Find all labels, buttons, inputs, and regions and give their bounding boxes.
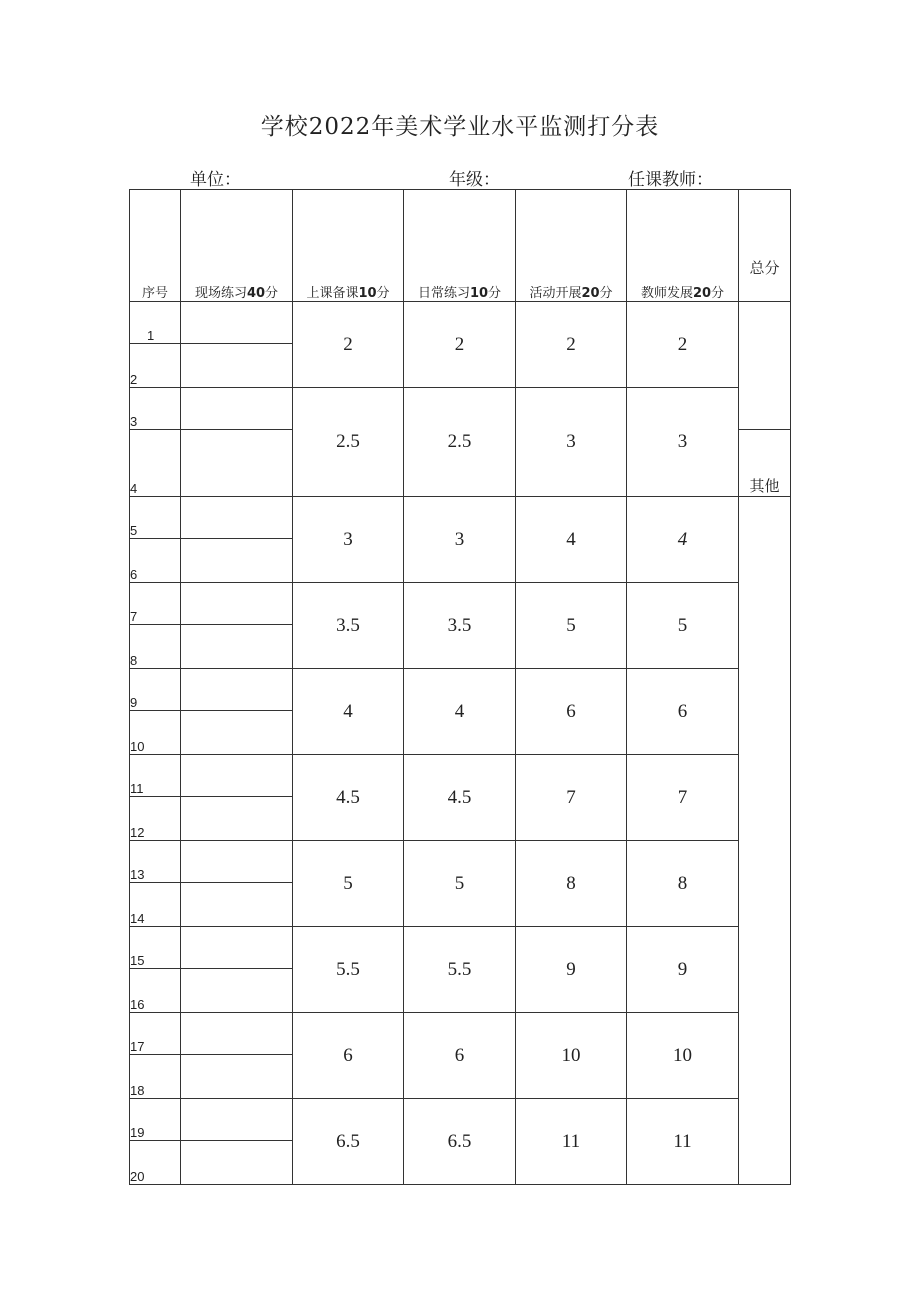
practice-score-cell[interactable] [181,841,293,883]
lesson-value-cell: 2.5 [293,388,404,497]
daily-value-cell: 2.5 [404,388,516,497]
activity-value-cell: 10 [516,1013,627,1099]
practice-score-cell[interactable] [181,711,293,755]
header-practice: 现场练习40分 [181,190,293,302]
daily-value-cell: 6.5 [404,1099,516,1185]
seq-cell: 10 [130,711,181,755]
activity-value-cell: 3 [516,388,627,497]
seq-cell: 4 [130,430,181,497]
table-row [130,1013,791,1055]
practice-score-cell[interactable] [181,797,293,841]
other-notes-cell[interactable] [739,497,791,1185]
practice-score-cell[interactable] [181,755,293,797]
lesson-value-cell: 2 [293,302,404,388]
header-teacher: 教师发展20分 [627,190,739,302]
practice-score-cell[interactable] [181,497,293,539]
seq-cell: 2 [130,344,181,388]
teacher-value-cell: 11 [627,1099,739,1185]
practice-score-cell[interactable] [181,1055,293,1099]
daily-value-cell: 5 [404,841,516,927]
practice-score-cell[interactable] [181,883,293,927]
teacher-value-cell: 3 [627,388,739,497]
seq-cell: 7 [130,583,181,625]
table-row [130,302,791,344]
seq-cell: 20 [130,1141,181,1185]
daily-value-cell: 6 [404,1013,516,1099]
seq-cell: 6 [130,539,181,583]
practice-score-cell[interactable] [181,583,293,625]
lesson-value-cell: 4 [293,669,404,755]
daily-value-cell: 3.5 [404,583,516,669]
activity-value-cell: 5 [516,583,627,669]
practice-score-cell[interactable] [181,969,293,1013]
table-row [130,388,791,430]
teacher-label: 任课教师： [628,170,713,190]
daily-value-cell: 4.5 [404,755,516,841]
activity-value-cell: 4 [516,497,627,583]
header-activity: 活动开展20分 [516,190,627,302]
practice-score-cell[interactable] [181,430,293,497]
lesson-value-cell: 6 [293,1013,404,1099]
lesson-value-cell: 3 [293,497,404,583]
activity-value-cell: 9 [516,927,627,1013]
seq-cell: 5 [130,497,181,539]
daily-value-cell: 4 [404,669,516,755]
daily-value-cell: 3 [404,497,516,583]
seq-cell: 3 [130,388,181,430]
table-row [130,1099,791,1141]
practice-score-cell[interactable] [181,388,293,430]
seq-cell: 9 [130,669,181,711]
teacher-value-cell: 10 [627,1013,739,1099]
seq-cell: 11 [130,755,181,797]
table-row [130,669,791,711]
teacher-value-cell: 8 [627,841,739,927]
score-body [130,302,791,1185]
teacher-value-cell: 7 [627,755,739,841]
table-row [130,927,791,969]
lesson-value-cell: 4.5 [293,755,404,841]
header-seq: 序号 [130,190,181,302]
seq-cell: 12 [130,797,181,841]
practice-score-cell[interactable] [181,344,293,388]
seq-cell: 13 [130,841,181,883]
table-row [130,755,791,797]
daily-value-cell: 5.5 [404,927,516,1013]
activity-value-cell: 8 [516,841,627,927]
header-row [130,190,791,302]
other-label-cell: 其他 [739,430,791,497]
header-lesson: 上课备课10分 [293,190,404,302]
teacher-value-cell: 2 [627,302,739,388]
lesson-value-cell: 5.5 [293,927,404,1013]
seq-cell: 14 [130,883,181,927]
practice-score-cell[interactable] [181,1141,293,1185]
page-title: 学校2022年美术学业水平监测打分表 [260,114,660,140]
lesson-value-cell: 6.5 [293,1099,404,1185]
practice-score-cell[interactable] [181,625,293,669]
practice-score-cell[interactable] [181,927,293,969]
practice-score-cell[interactable] [181,302,293,344]
table-row [130,583,791,625]
seq-cell: 15 [130,927,181,969]
teacher-value-cell: 4 [627,497,739,583]
lesson-value-cell: 5 [293,841,404,927]
seq-cell: 16 [130,969,181,1013]
activity-value-cell: 11 [516,1099,627,1185]
table-row [130,841,791,883]
score-table [129,189,791,1185]
activity-value-cell: 6 [516,669,627,755]
teacher-value-cell: 6 [627,669,739,755]
grade-label: 年级： [449,170,500,190]
seq-cell: 19 [130,1099,181,1141]
header-daily: 日常练习10分 [404,190,516,302]
practice-score-cell[interactable] [181,539,293,583]
activity-value-cell: 7 [516,755,627,841]
header-total: 总分 [739,190,791,302]
seq-cell: 17 [130,1013,181,1055]
total-score-cell[interactable] [739,302,791,430]
practice-score-cell[interactable] [181,669,293,711]
unit-label: 单位： [190,170,241,190]
lesson-value-cell: 3.5 [293,583,404,669]
table-row [130,497,791,539]
seq-cell: 18 [130,1055,181,1099]
seq-cell: 8 [130,625,181,669]
daily-value-cell: 2 [404,302,516,388]
practice-score-cell[interactable] [181,1099,293,1141]
teacher-value-cell: 9 [627,927,739,1013]
teacher-value-cell: 5 [627,583,739,669]
practice-score-cell[interactable] [181,1013,293,1055]
activity-value-cell: 2 [516,302,627,388]
seq-cell: 1 [130,302,181,344]
